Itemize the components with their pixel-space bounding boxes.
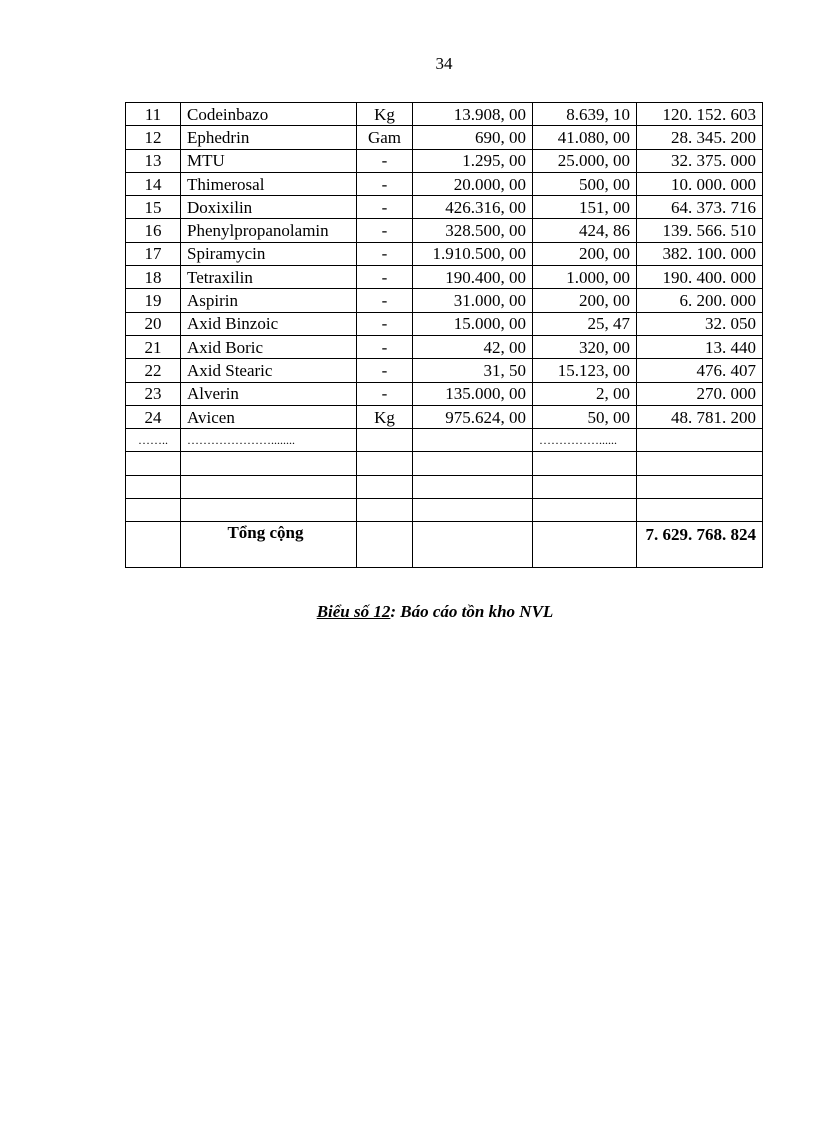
quantity-cell: 1.910.500, 00 (413, 242, 533, 265)
quantity-cell: 15.000, 00 (413, 312, 533, 335)
empty-cell (181, 475, 357, 498)
material-name-cell: Alverin (181, 382, 357, 405)
empty-cell (357, 475, 413, 498)
unit-price-cell: 15.123, 00 (533, 359, 637, 382)
table-row (126, 103, 763, 126)
empty-cell (413, 452, 533, 475)
empty-cell (637, 429, 763, 452)
quantity-cell: 426.316, 00 (413, 196, 533, 219)
empty-cell (126, 452, 181, 475)
row-number-cell: 14 (126, 172, 181, 195)
material-name-cell: Phenylpropanolamin (181, 219, 357, 242)
material-name-cell: Codeinbazo (181, 103, 357, 126)
table-row (126, 242, 763, 265)
empty-cell (637, 499, 763, 522)
unit-price-cell: 25.000, 00 (533, 149, 637, 172)
amount-cell: 32. 375. 000 (637, 149, 763, 172)
quantity-cell: 13.908, 00 (413, 103, 533, 126)
table-row (126, 266, 763, 289)
blank-row (126, 499, 763, 522)
unit-price-cell: 2, 00 (533, 382, 637, 405)
material-name-cell: Tetraxilin (181, 266, 357, 289)
ellipsis-text: …….. (138, 432, 168, 447)
table-row (126, 335, 763, 358)
empty-cell (181, 452, 357, 475)
material-name-cell: Avicen (181, 405, 357, 428)
empty-cell (413, 475, 533, 498)
table-row (126, 219, 763, 242)
row-number-cell: 17 (126, 242, 181, 265)
empty-cell (533, 499, 637, 522)
table-row (126, 196, 763, 219)
empty-cell (637, 452, 763, 475)
row-number-cell: 21 (126, 335, 181, 358)
material-name-cell: Aspirin (181, 289, 357, 312)
empty-cell (413, 522, 533, 568)
table-row (126, 289, 763, 312)
empty-cell (357, 522, 413, 568)
unit-cell: - (357, 289, 413, 312)
inventory-table-body (126, 103, 763, 568)
quantity-cell: 190.400, 00 (413, 266, 533, 289)
total-label: Tổng cộng (181, 522, 357, 568)
amount-cell: 190. 400. 000 (637, 266, 763, 289)
empty-cell (533, 522, 637, 568)
quantity-cell: 31, 50 (413, 359, 533, 382)
empty-cell (413, 499, 533, 522)
ellipsis-name-cell (181, 429, 357, 452)
empty-cell (357, 429, 413, 452)
amount-cell: 6. 200. 000 (637, 289, 763, 312)
ellipsis-number-cell (126, 429, 181, 452)
table-row (126, 405, 763, 428)
empty-cell (413, 429, 533, 452)
table-row (126, 382, 763, 405)
quantity-cell: 975.624, 00 (413, 405, 533, 428)
table-row (126, 312, 763, 335)
row-number-cell: 22 (126, 359, 181, 382)
unit-cell: Gam (357, 126, 413, 149)
unit-cell: Kg (357, 103, 413, 126)
table-row (126, 359, 763, 382)
blank-row (126, 475, 763, 498)
empty-cell (126, 522, 181, 568)
caption-text: : Báo cáo tồn kho NVL (390, 602, 554, 621)
amount-cell: 28. 345. 200 (637, 126, 763, 149)
unit-price-cell: 500, 00 (533, 172, 637, 195)
total-amount: 7. 629. 768. 824 (637, 522, 763, 568)
quantity-cell: 42, 00 (413, 335, 533, 358)
material-name-cell: Axid Stearic (181, 359, 357, 382)
table-row (126, 149, 763, 172)
row-number-cell: 19 (126, 289, 181, 312)
amount-cell: 48. 781. 200 (637, 405, 763, 428)
empty-cell (357, 452, 413, 475)
inventory-table (125, 102, 763, 568)
empty-cell (126, 475, 181, 498)
caption-label: Biểu số 12 (316, 602, 391, 621)
unit-cell: - (357, 359, 413, 382)
amount-cell: 120. 152. 603 (637, 103, 763, 126)
table-row (126, 172, 763, 195)
blank-row (126, 452, 763, 475)
empty-cell (126, 499, 181, 522)
unit-cell: - (357, 196, 413, 219)
amount-cell: 139. 566. 510 (637, 219, 763, 242)
amount-cell: 64. 373. 716 (637, 196, 763, 219)
unit-cell: - (357, 149, 413, 172)
amount-cell: 10. 000. 000 (637, 172, 763, 195)
unit-cell: - (357, 219, 413, 242)
empty-cell (533, 452, 637, 475)
row-number-cell: 15 (126, 196, 181, 219)
row-number-cell: 23 (126, 382, 181, 405)
unit-cell: Kg (357, 405, 413, 428)
quantity-cell: 20.000, 00 (413, 172, 533, 195)
amount-cell: 13. 440 (637, 335, 763, 358)
row-number-cell: 18 (126, 266, 181, 289)
table-row (126, 126, 763, 149)
empty-cell (533, 475, 637, 498)
row-number-cell: 16 (126, 219, 181, 242)
ellipsis-row (126, 429, 763, 452)
quantity-cell: 135.000, 00 (413, 382, 533, 405)
row-number-cell: 12 (126, 126, 181, 149)
quantity-cell: 1.295, 00 (413, 149, 533, 172)
unit-price-cell: 1.000, 00 (533, 266, 637, 289)
ellipsis-text: …………………........ (187, 432, 295, 447)
empty-cell (181, 499, 357, 522)
amount-cell: 32. 050 (637, 312, 763, 335)
unit-cell: - (357, 335, 413, 358)
unit-price-cell: 50, 00 (533, 405, 637, 428)
unit-price-cell: 320, 00 (533, 335, 637, 358)
unit-price-cell: 200, 00 (533, 242, 637, 265)
unit-price-cell: 200, 00 (533, 289, 637, 312)
row-number-cell: 11 (126, 103, 181, 126)
empty-cell (637, 475, 763, 498)
amount-cell: 476. 407 (637, 359, 763, 382)
material-name-cell: Axid Binzoic (181, 312, 357, 335)
quantity-cell: 31.000, 00 (413, 289, 533, 312)
unit-cell: - (357, 242, 413, 265)
material-name-cell: Axid Boric (181, 335, 357, 358)
row-number-cell: 20 (126, 312, 181, 335)
quantity-cell: 328.500, 00 (413, 219, 533, 242)
unit-cell: - (357, 172, 413, 195)
unit-price-cell: 8.639, 10 (533, 103, 637, 126)
unit-price-cell: 424, 86 (533, 219, 637, 242)
amount-cell: 270. 000 (637, 382, 763, 405)
quantity-cell: 690, 00 (413, 126, 533, 149)
unit-cell: - (357, 266, 413, 289)
ellipsis-price-cell (533, 429, 637, 452)
empty-cell (357, 499, 413, 522)
table-caption (0, 602, 816, 622)
ellipsis-text: ……………...... (539, 432, 617, 447)
unit-price-cell: 25, 47 (533, 312, 637, 335)
row-number-cell: 13 (126, 149, 181, 172)
material-name-cell: Spiramycin (181, 242, 357, 265)
row-number-cell: 24 (126, 405, 181, 428)
amount-cell: 382. 100. 000 (637, 242, 763, 265)
material-name-cell: Doxixilin (181, 196, 357, 219)
material-name-cell: Ephedrin (181, 126, 357, 149)
material-name-cell: Thimerosal (181, 172, 357, 195)
unit-price-cell: 151, 00 (533, 196, 637, 219)
unit-cell: - (357, 312, 413, 335)
material-name-cell: MTU (181, 149, 357, 172)
unit-price-cell: 41.080, 00 (533, 126, 637, 149)
total-row (126, 522, 763, 568)
page-number: 34 (435, 54, 453, 73)
unit-cell: - (357, 382, 413, 405)
